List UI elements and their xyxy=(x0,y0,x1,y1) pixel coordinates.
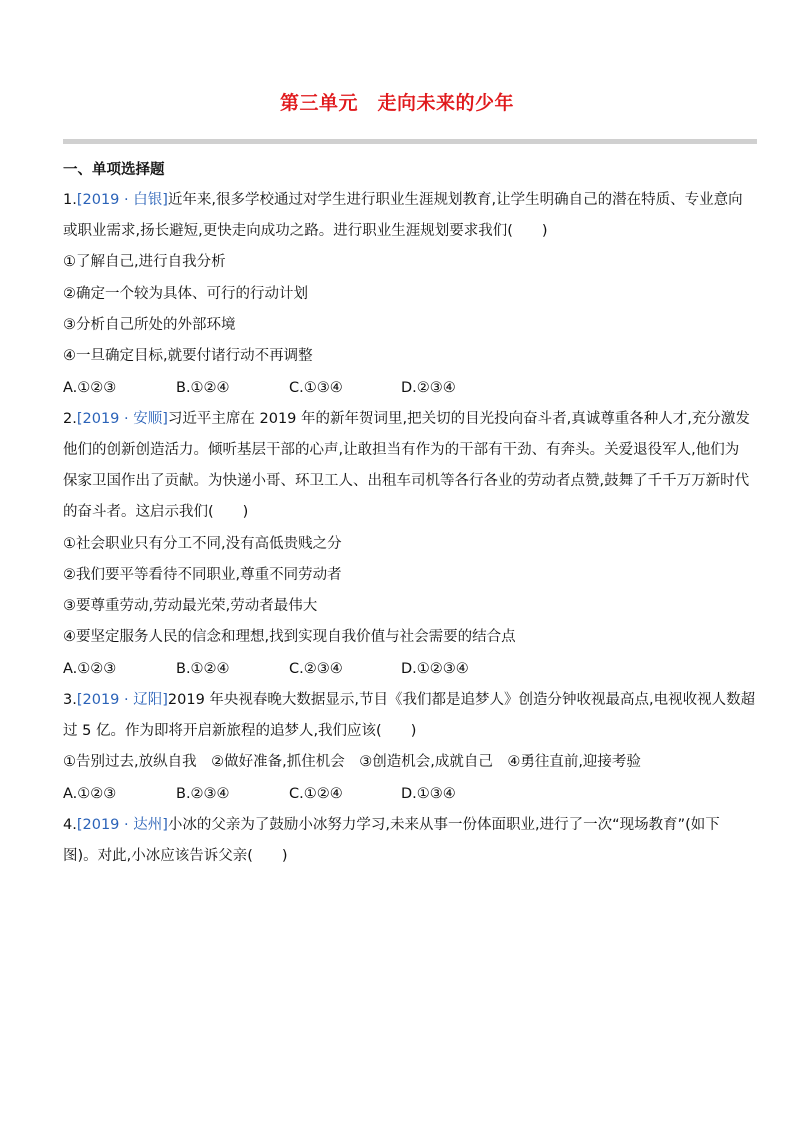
question-2-option-a: A.①②③ xyxy=(63,661,117,677)
question-1-stem-line-1 xyxy=(63,190,743,210)
question-3-source: [2019 · 辽阳] xyxy=(76,692,168,708)
question-1-statement-1: ①了解自己,进行自我分析 xyxy=(63,254,226,270)
question-2-option-b: B.①②④ xyxy=(176,661,230,677)
question-3-number: 3. xyxy=(63,692,77,708)
question-2-stem-line-3: 保家卫国作出了贡献。为快递小哥、环卫工人、出租车司机等各行各业的劳动者点赞,鼓舞了千千万万新时代 xyxy=(63,473,750,489)
section-heading: 一、单项选择题 xyxy=(63,162,165,178)
question-3-stem-line-2: 过 5 亿。作为即将开启新旅程的追梦人,我们应该( ) xyxy=(63,723,417,739)
question-1-option-b: B.①②④ xyxy=(176,380,230,396)
question-2-stem-text-1: 习近平主席在 2019 年的新年贺词里,把关切的目光投向奋斗者,真诚尊重各种人才,充分激发 xyxy=(167,411,750,427)
question-2-statement-4: ④要坚定服务人民的信念和理想,找到实现自我价值与社会需要的结合点 xyxy=(63,629,516,645)
question-4-number: 4. xyxy=(63,817,77,833)
question-3-option-c: C.①②④ xyxy=(289,786,343,802)
question-2-stem-line-1 xyxy=(63,409,750,429)
question-2-option-c: C.②③④ xyxy=(289,661,343,677)
question-4-stem-text-1: 小冰的父亲为了鼓励小冰努力学习,未来从事一份体面职业,进行了一次“现场教育”(如下 xyxy=(167,817,720,833)
question-1-source: [2019 · 白银] xyxy=(76,192,168,208)
question-2-option-d: D.①②③④ xyxy=(401,661,469,677)
question-4-stem-line-1 xyxy=(63,815,720,835)
question-1-number: 1. xyxy=(63,192,77,208)
question-4-stem-line-2: 图)。对此,小冰应该告诉父亲( ) xyxy=(63,848,288,864)
question-2-stem-line-4: 的奋斗者。这启示我们( ) xyxy=(63,504,249,520)
question-1-statement-4: ④一旦确定目标,就要付诸行动不再调整 xyxy=(63,348,313,364)
question-1-statement-3: ③分析自己所处的外部环境 xyxy=(63,317,236,333)
question-3-option-a: A.①②③ xyxy=(63,786,117,802)
question-1-statement-2: ②确定一个较为具体、可行的行动计划 xyxy=(63,286,308,302)
question-2-statement-3: ③要尊重劳动,劳动最光荣,劳动者最伟大 xyxy=(63,598,318,614)
question-3-option-b: B.②③④ xyxy=(176,786,230,802)
question-1-option-d: D.②③④ xyxy=(401,380,456,396)
title-divider xyxy=(63,139,757,144)
question-3-statement-1: ①告别过去,放纵自我 ②做好准备,抓住机会 ③创造机会,成就自己 ④勇往直前,迎接考验 xyxy=(63,754,641,770)
question-3-option-d: D.①③④ xyxy=(401,786,456,802)
question-2-source: [2019 · 安顺] xyxy=(76,411,168,427)
question-1-stem-line-2: 或职业需求,扬长避短,更快走向成功之路。进行职业生涯规划要求我们( ) xyxy=(63,223,548,239)
question-3-stem-text-1: 2019 年央视春晚大数据显示,节目《我们都是追梦人》创造分钟收视最高点,电视收视人数超 xyxy=(167,692,756,708)
question-2-statement-2: ②我们要平等看待不同职业,尊重不同劳动者 xyxy=(63,567,342,583)
question-2-number: 2. xyxy=(63,411,77,427)
question-1-option-c: C.①③④ xyxy=(289,380,343,396)
page-title: 第三单元 走向未来的少年 xyxy=(279,92,514,114)
question-3-stem-line-1 xyxy=(63,690,755,710)
question-4-source: [2019 · 达州] xyxy=(76,817,168,833)
question-1-stem-text-1: 近年来,很多学校通过对学生进行职业生涯规划教育,让学生明确自己的潜在特质、专业意向 xyxy=(167,192,743,208)
question-1-option-a: A.①②③ xyxy=(63,380,117,396)
question-2-statement-1: ①社会职业只有分工不同,没有高低贵贱之分 xyxy=(63,536,342,552)
question-2-stem-line-2: 他们的创新创造活力。倾听基层干部的心声,让敢担当有作为的干部有干劲、有奔头。关爱退役军人,他们为 xyxy=(63,442,740,458)
